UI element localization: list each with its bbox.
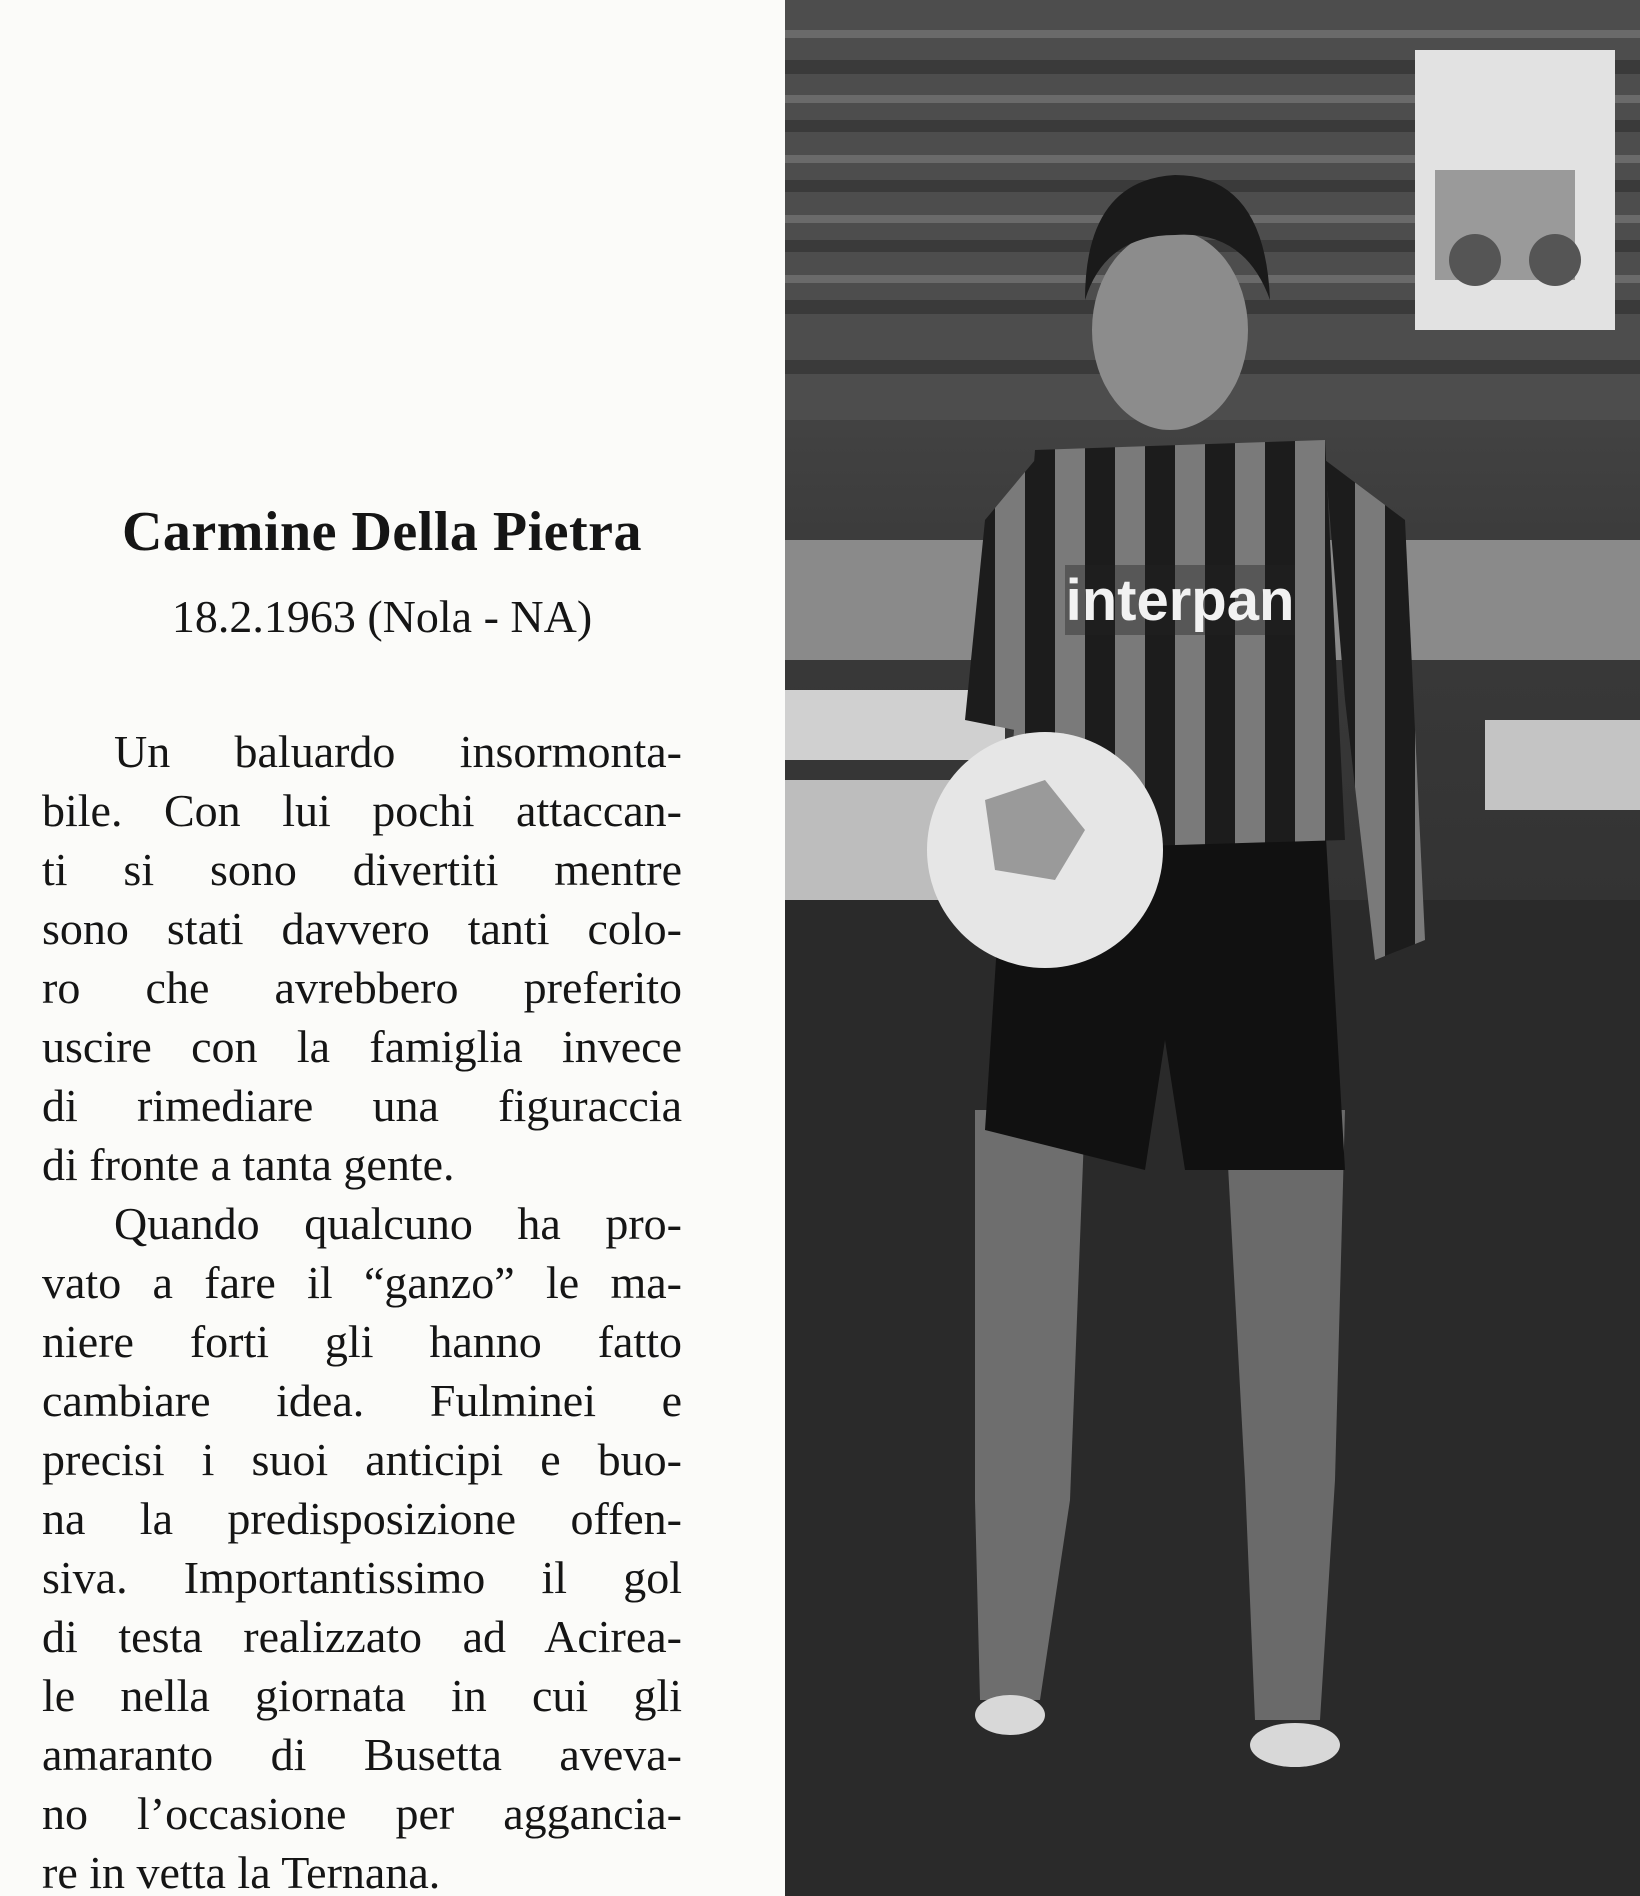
text-line: ti si sono divertiti mentre [42,844,682,895]
biography [42,722,682,1896]
text-line: vato a fare il “ganzo” le ma- [42,1257,682,1308]
paragraph-1 [42,722,682,1194]
text-line: no l’occasione per aggancia- [42,1788,682,1839]
birth-info: 18.2.1963 (Nola - NA) [171,591,593,642]
text-line: di fronte a tanta gente. [42,1139,455,1190]
text-line: uscire con la famiglia invece [42,1021,682,1072]
photo-illustration [785,0,1640,1896]
text-line: precisi i suoi anticipi e buo- [42,1434,682,1485]
text-line: le nella giornata in cui gli [42,1670,682,1721]
text-line: Quando qualcuno ha pro- [114,1198,682,1249]
text-line: bile. Con lui pochi attaccan- [42,785,682,836]
text-line: amaranto di Busetta aveva- [42,1729,682,1780]
text-line: Un baluardo insormonta- [114,726,682,777]
text-line: re in vetta la Ternana. [42,1847,441,1896]
text-line: di testa realizzato ad Acirea- [42,1611,682,1662]
text-line: ro che avrebbero preferito [42,962,682,1013]
player-photo [785,0,1640,1896]
player-name: Carmine Della Pietra [121,501,643,563]
text-line: di rimediare una figuraccia [42,1080,682,1131]
text-line: siva. Importantissimo il gol [42,1552,682,1603]
text-line: sono stati davvero tanti colo- [42,903,682,954]
text-line: niere forti gli hanno fatto [42,1316,682,1367]
text-line: na la predisposizione offen- [42,1493,682,1544]
text-column [42,0,682,1896]
paragraph-2 [42,1194,682,1896]
shirt-sponsor-text: interpan [1065,568,1295,633]
text-line: cambiare idea. Fulminei e [42,1375,682,1426]
